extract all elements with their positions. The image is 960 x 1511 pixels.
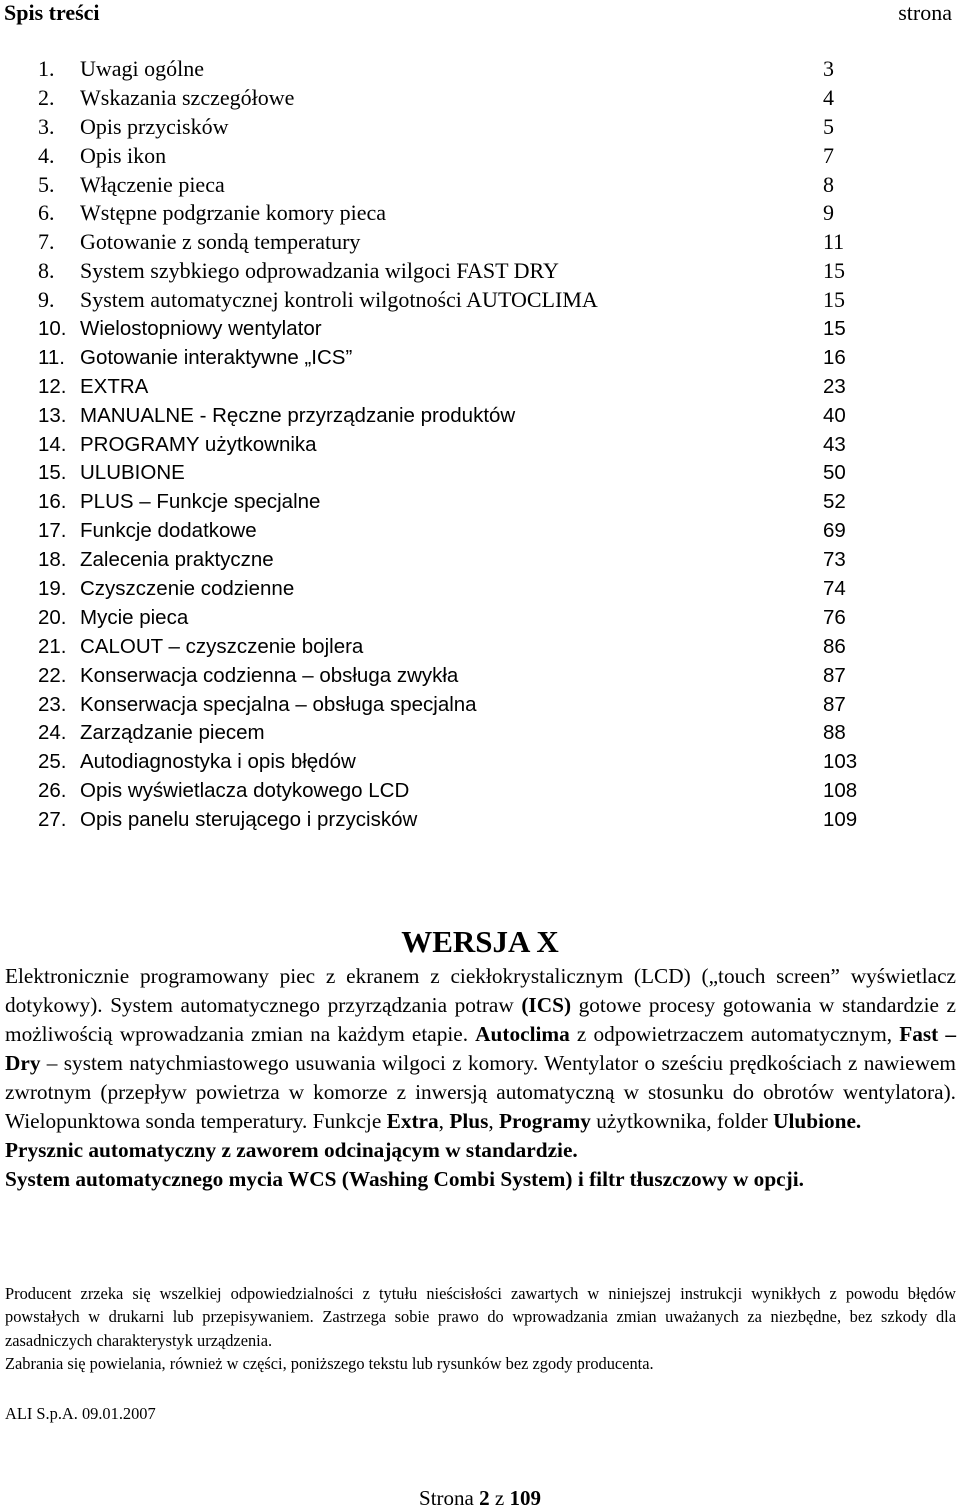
toc-entry [38,84,868,113]
wcs-feature: System automatycznego mycia WCS (Washing Combi System) i filtr tłuszczowy w opcji. [5,1167,804,1191]
toc-entry [38,373,868,402]
page-header [4,0,952,24]
toc-entry-page: 87 [823,692,846,716]
toc-entry-title: Włączenie pieca [80,171,225,197]
toc-entry [38,575,868,604]
toc-entry-page: 9 [823,200,834,226]
toc-entry-number: 16. [38,490,67,514]
toc-entry-title: Czyszczenie codzienne [80,577,295,601]
toc-entry-page: 73 [823,548,846,572]
toc-entry-title: Funkcje dodatkowe [80,519,257,543]
toc-entry-number: 11. [38,345,65,369]
toc-entry-title: Opis wyświetlacza dotykowego LCD [80,779,410,803]
toc-entry-number: 4. [38,142,55,168]
toc-entry-page: 15 [823,317,846,341]
toc-entry-page: 40 [823,403,846,427]
toc-entry [38,402,868,431]
toc-entry-number: 17. [38,519,67,543]
toc-entry-title: PROGRAMY użytkownika [80,432,317,456]
toc-entry-number: 27. [38,808,67,832]
description-paragraph: Elektronicznie programowany piec z ekranem z ciekłokrystalicznym (LCD) („touch screen” wyświetlacz dotykowy). System automatycznego przyrządzania potraw (ICS) gotowe procesy gotowania w standardzie z możliwością wprowadzania zmian na każdym etapie. Autoclima z odpowietrzaczem automatycznym, Fast – Dry – system natychmiastowego usuwania wilgoci z komory. Wentylator o sześciu prędkościach z nawiewem zwrotnym (przepływ powietrza w komorze z inwersją automatyczną w stosunku do obrotów wentylatora). Wielopunktowa sonda temperatury. Funkcje Extra, Plus, Programy użytkownika, folder Ulubione. [5,964,956,1133]
toc-entry-page: 15 [823,258,845,284]
company-date: ALI S.p.A. 09.01.2007 [5,1404,156,1423]
toc-entry-title: Gotowanie interaktywne „ICS” [80,345,353,369]
toc-entry-title: EXTRA [80,374,149,398]
toc-entry-number: 10. [38,317,67,341]
toc-entry-page: 52 [823,490,846,514]
toc-entry [38,488,868,517]
toc-entry-page: 69 [823,519,846,543]
toc-entry-title: MANUALNE - Ręczne przyrządzanie produktów [80,403,516,427]
toc-entry [38,517,868,546]
page-footer: Strona 2 z 109 [419,1486,541,1510]
toc-entry-page: 109 [823,808,858,832]
toc-entry [38,257,868,286]
toc-entry-page: 8 [823,171,834,197]
toc-entry [38,55,868,84]
toc-entry-number: 22. [38,663,67,687]
toc-entry-title: ULUBIONE [80,461,185,485]
toc-entry-number: 8. [38,258,55,284]
toc-entry-number: 12. [38,374,67,398]
toc-entry-title: Konserwacja codzienna – obsługa zwykła [80,663,459,687]
toc-entry-page: 74 [823,577,846,601]
version-description [5,962,956,1194]
toc-heading: Spis treści [4,0,100,25]
toc-entry-title: Zarządzanie piecem [80,721,265,745]
toc-entry [38,806,868,835]
toc-entry [38,459,868,488]
toc-entry [38,228,868,257]
toc-entry [38,199,868,228]
version-heading: WERSJA X [401,924,559,959]
toc-entry-title: PLUS – Funkcje specjalne [80,490,321,514]
toc-entry-title: System automatycznej kontroli wilgotności AUTOCLIMA [80,287,598,313]
toc-entry [38,691,868,720]
toc-entry [38,604,868,633]
toc-entry-title: Wielostopniowy wentylator [80,317,322,341]
toc-entry-number: 18. [38,548,67,572]
toc-entry-page: 50 [823,461,846,485]
toc-entry-page: 86 [823,634,846,658]
toc-entry-title: Gotowanie z sondą temperatury [80,229,361,255]
toc-entry-number: 24. [38,721,67,745]
toc-entry-page: 16 [823,345,846,369]
toc-entry-page: 88 [823,721,846,745]
toc-entry-page: 108 [823,779,858,803]
toc-entry-page: 5 [823,113,834,139]
toc-entry-title: Konserwacja specjalna – obsługa specjalna [80,692,477,716]
toc-entry-page: 4 [823,84,834,110]
shower-feature: Prysznic automatyczny z zaworem odcinającym w standardzie. [5,1138,578,1162]
toc-entry-number: 19. [38,577,67,601]
toc-entry [38,344,868,373]
toc-entry-number: 9. [38,287,55,313]
toc-entry-page: 87 [823,663,846,687]
toc-entry-title: Mycie pieca [80,605,189,629]
toc-entry [38,633,868,662]
toc-entry-number: 21. [38,634,67,658]
toc-entry-number: 7. [38,229,55,255]
toc-entry-number: 15. [38,461,67,485]
toc-entry-title: Autodiagnostyka i opis błędów [80,750,356,774]
toc-entry-number: 25. [38,750,67,774]
toc-entry-title: Zalecenia praktyczne [80,548,274,572]
toc-entry-title: Opis ikon [80,142,167,168]
toc-entry-page: 103 [823,750,858,774]
toc-entry-page: 15 [823,287,845,313]
toc-entry [38,142,868,171]
toc-entry [38,431,868,460]
toc-entry [38,286,868,315]
toc-entry [38,315,868,344]
toc-entry-number: 26. [38,779,67,803]
toc-entry-number: 6. [38,200,55,226]
disclaimer-liability: Producent zrzeka się wszelkiej odpowiedzialności z tytułu nieścisłości zawartych w niniejszej instrukcji wynikłych z powodu błędów powstałych w drukarni lub przepisywaniem. Zastrzega sobie prawo do wprowadzania zmian uważanych za niezbędne, bez szkody dla zasadniczych charakterystyk urządzenia. [5,1284,956,1350]
page-column-label: strona [898,0,952,25]
toc-entry-number: 20. [38,605,67,629]
toc-entry-title: Wskazania szczegółowe [80,84,295,110]
toc-entry-page: 23 [823,374,846,398]
toc-entry-page: 7 [823,142,834,168]
toc-entry-number: 23. [38,692,67,716]
disclaimer-copyright: Zabrania się powielania, również w części, poniższego tekstu lub rysunków bez zgody producenta. [5,1354,654,1374]
toc-entry-page: 3 [823,56,834,81]
toc-entry-title: Wstępne podgrzanie komory pieca [80,200,387,226]
toc-entry-title: CALOUT – czyszczenie bojlera [80,634,364,658]
toc-entry-number: 13. [38,403,67,427]
toc-entry-number: 2. [38,84,55,110]
toc-entry-page: 11 [823,229,845,255]
toc-entry [38,777,868,806]
toc-entry [38,662,868,691]
toc-entry-number: 1. [38,56,55,81]
toc-entry-page: 76 [823,605,846,629]
toc-entry [38,113,868,142]
table-of-contents [38,55,868,835]
toc-entry-number: 14. [38,432,67,456]
toc-entry [38,546,868,575]
toc-entry-title: Opis przycisków [80,113,229,139]
toc-entry [38,748,868,777]
toc-entry [38,171,868,200]
toc-entry-title: System szybkiego odprowadzania wilgoci FAST DRY [80,258,559,284]
toc-entry-number: 3. [38,113,55,139]
disclaimer [5,1282,956,1376]
toc-entry-title: Uwagi ogólne [80,56,205,81]
toc-entry-page: 43 [823,432,846,456]
toc-entry-number: 5. [38,171,55,197]
toc-entry-title: Opis panelu sterującego i przycisków [80,808,418,832]
toc-entry [38,719,868,748]
